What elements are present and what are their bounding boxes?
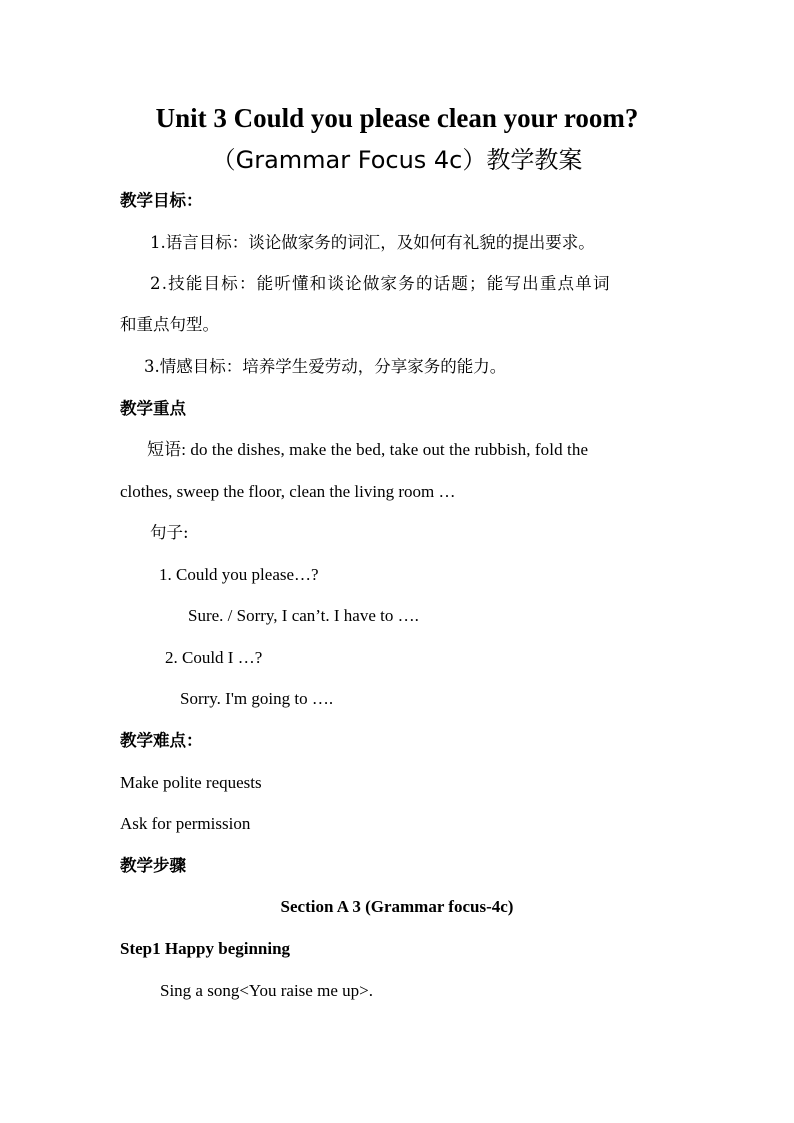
document-subtitle: （Grammar Focus 4c）教学教案 (211, 146, 583, 174)
difficulties-heading: 教学难点： (120, 731, 203, 750)
steps-heading: 教学步骤 (120, 856, 186, 875)
key-phrases-line-1: 短语: do the dishes, make the bed, take out the rubbish, fold the (147, 440, 589, 459)
key-phrases-line-2: clothes, sweep the floor, clean the living room … (120, 482, 456, 501)
objective-item-2-continued: 和重点句型。 (120, 315, 219, 334)
objective-item-1: 1.语言目标：谈论做家务的词汇，及如何有礼貌的提出要求。 (150, 233, 595, 252)
key-sentence-2-answer: Sorry. I'm going to …. (180, 689, 334, 708)
objective-item-3: 3.情感目标：培养学生爱劳动，分享家务的能力。 (144, 357, 507, 376)
step1-title: Step1 Happy beginning (120, 939, 291, 958)
key-sentence-2: 2. Could I …? (165, 648, 263, 667)
key-sentence-1: 1. Could you please…? (159, 565, 319, 584)
step1-text: Sing a song<You raise me up>. (160, 981, 373, 1000)
objective-item-2: 2.技能目标：能听懂和谈论做家务的话题；能写出重点单词 (150, 274, 611, 293)
key-points-heading: 教学重点 (120, 399, 186, 418)
key-sentences-label: 句子: (150, 523, 189, 542)
key-sentence-1-answer: Sure. / Sorry, I can’t. I have to …. (188, 606, 419, 625)
difficulty-item-1: Make polite requests (120, 773, 262, 792)
document-title: Unit 3 Could you please clean your room? (155, 103, 639, 133)
section-title: Section A 3 (Grammar focus-4c) (280, 897, 514, 916)
difficulty-item-2: Ask for permission (120, 814, 251, 833)
objectives-heading: 教学目标： (120, 191, 203, 210)
